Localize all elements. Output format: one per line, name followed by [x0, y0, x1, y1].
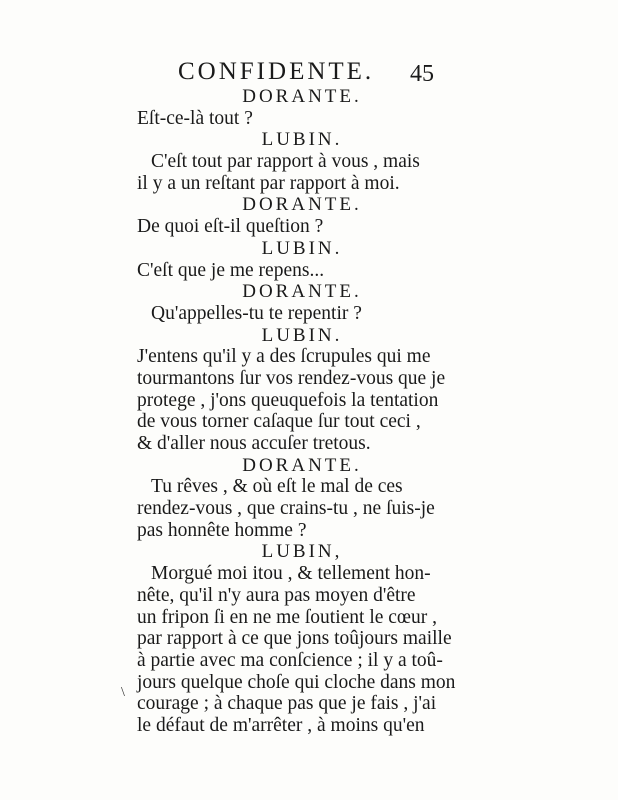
running-head	[178, 56, 458, 88]
speaker-name: DORANTE.	[242, 86, 362, 107]
dialogue-line: pas honnête homme ?	[137, 519, 307, 541]
dialogue-line: un fripon ſi en ne me ſoutient le cœur ,	[137, 606, 438, 628]
speaker-name: LUBIN.	[261, 129, 343, 151]
speaker-name: LUBIN.	[261, 324, 343, 346]
dialogue-line: courage ; à chaque pas que je fais , j'ai	[137, 693, 437, 715]
dialogue-line: protege , j'ons queuquefois la tentation	[137, 389, 439, 411]
page-number: 45	[410, 61, 434, 87]
dialogue-line: il y a un reſtant par rapport à moi.	[137, 172, 400, 194]
dialogue-line: C'eſt tout par rapport à vous , mais	[151, 151, 420, 173]
speaker-name: DORANTE.	[242, 454, 362, 476]
running-title: CONFIDENTE.	[178, 58, 375, 85]
dialogue-line: Qu'appelles-tu te repentir ?	[151, 302, 362, 324]
dialogue-line: & d'aller nous accuſer tretous.	[137, 433, 371, 454]
dialogue-line: Eſt-ce-là tout ?	[137, 107, 253, 129]
margin-mark: \	[121, 685, 125, 700]
dialogue-line: Tu rêves , & où eſt le mal de ces	[151, 476, 403, 498]
dialogue-line: nête, qu'il n'y aura pas moyen d'être	[137, 584, 416, 606]
speaker-name: LUBIN,	[261, 541, 343, 563]
speaker-name: DORANTE.	[242, 194, 362, 216]
dialogue-line: jours quelque choſe qui cloche dans mon	[137, 671, 456, 693]
dialogue-line: à partie avec ma conſcience ; il y a toû-	[137, 649, 443, 671]
dialogue-text-block	[137, 86, 467, 737]
dialogue-line: de vous torner caſaque ſur tout ceci ,	[137, 411, 421, 433]
dialogue-line: C'eſt que je me repens...	[137, 259, 325, 281]
dialogue-line: De quoi eſt-il queſtion ?	[137, 216, 324, 238]
speaker-name: LUBIN.	[261, 237, 343, 259]
dialogue-line: rendez-vous , que crains-tu , ne ſuis-je	[137, 498, 435, 520]
dialogue-line: Morgué moi itou , & tellement hon-	[151, 563, 431, 585]
dialogue-line: tourmantons ſur vos rendez-vous que je	[137, 367, 446, 389]
speaker-name: DORANTE.	[242, 281, 362, 303]
dialogue-line: le défaut de m'arrêter , à moins qu'en	[137, 714, 425, 736]
dialogue-line: par rapport à ce que jons toûjours maille	[137, 628, 452, 650]
dialogue-line: J'entens qu'il y a des ſcrupules qui me	[137, 346, 431, 368]
